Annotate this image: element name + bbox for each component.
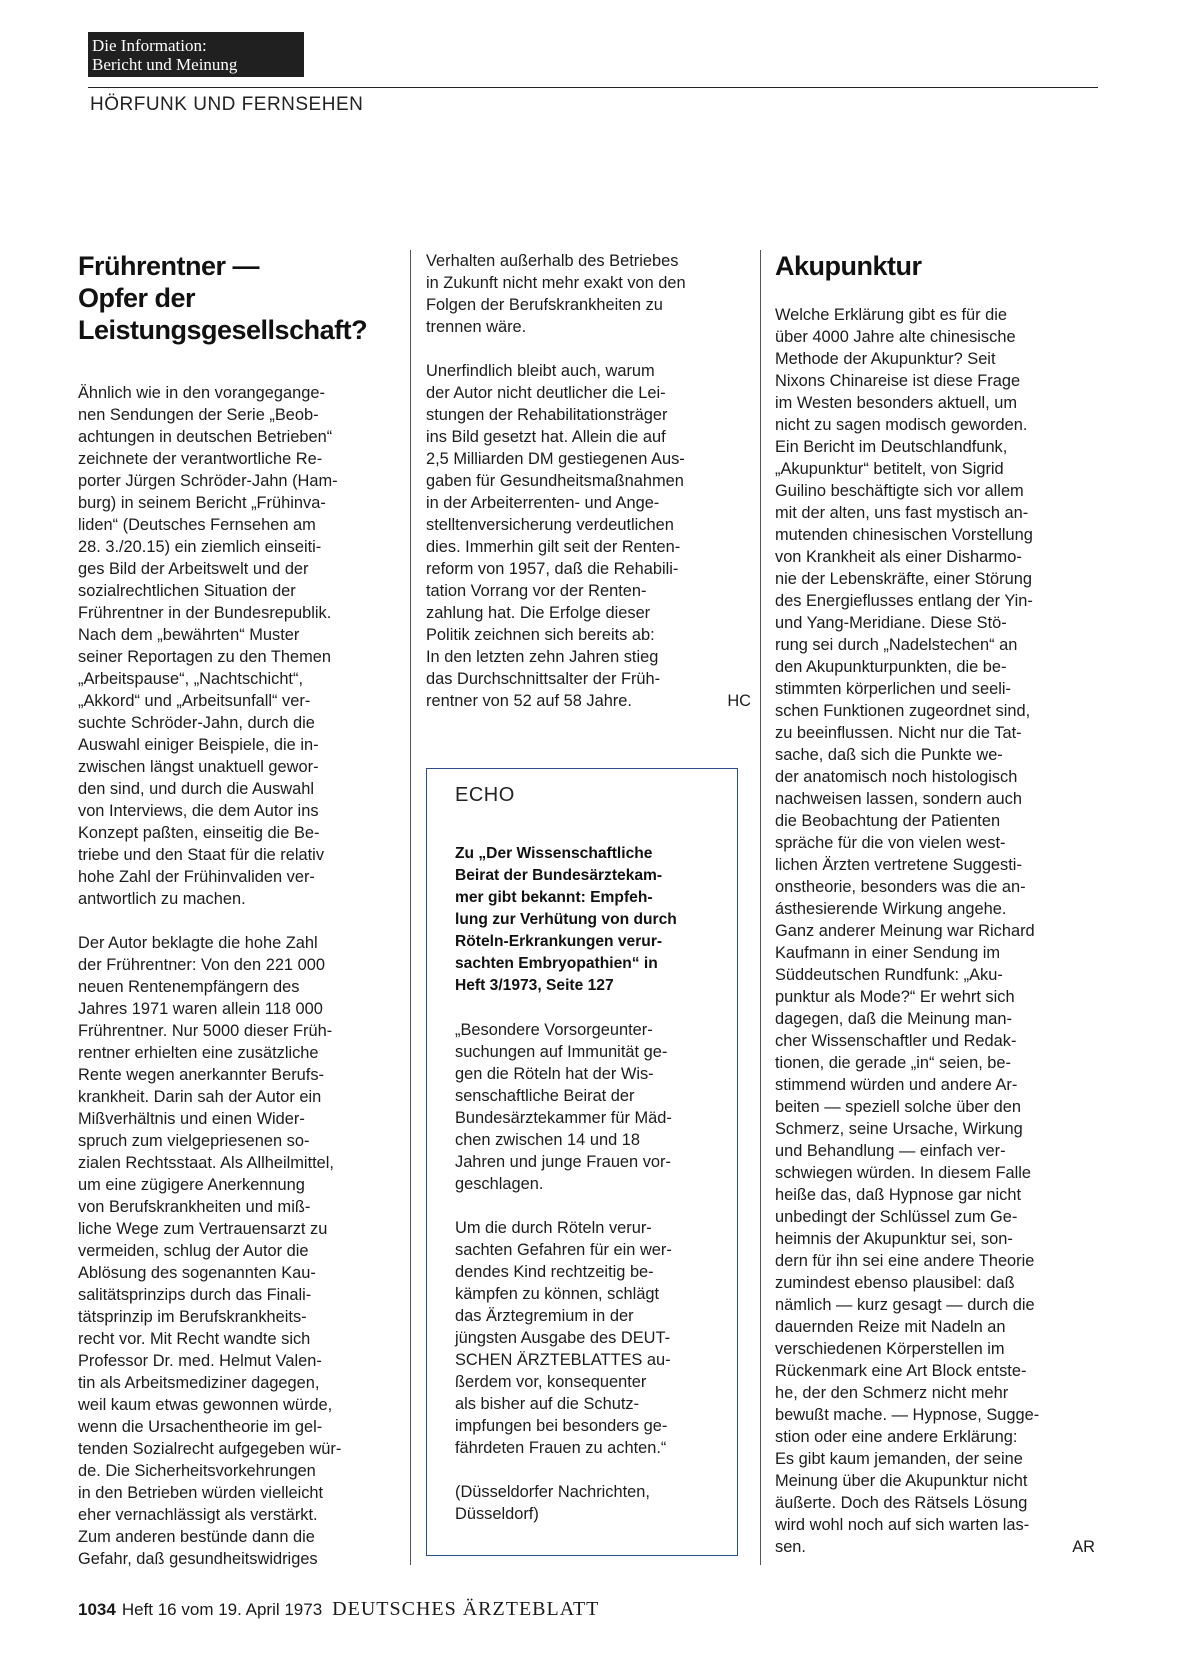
section-title: HÖRFUNK UND FERNSEHEN [90, 94, 364, 115]
article-fruehrentner-column-2 [426, 250, 751, 712]
article-headline: Frührentner — Opfer der Leistungsgesellschaft? [78, 251, 368, 345]
article-last-line: sen. [775, 1538, 806, 1556]
column-divider [760, 250, 761, 1565]
page-number: 1034 [78, 1600, 116, 1619]
author-signature: AR [1072, 1538, 1095, 1556]
echo-source: (Düsseldorfer Nachrichten, Düsseldorf) [455, 1483, 650, 1523]
echo-quote: Um die durch Röteln verur- sachten Gefahren für ein wer- dendes Kind rechtzeitig be- kämpfen zu können, schlägt das Ärztegremium in der jüngsten Ausgabe des DEUT- SCHEN ÄRZTEBLATTES au- ßerdem vor, konsequenter als bisher auf die Schutz- impfungen bei besonders ge- fährdeten Frauen zu achten.“ [455, 1219, 672, 1457]
article-paragraph: Der Autor beklagte die hohe Zahl der Frührentner: Von den 221 000 neuen Rentenempfängern des Jahres 1971 waren allein 118 000 Frührentner. Nur 5000 dieser Früh- rentner erhielten eine zusätzliche Rente wegen anerkannter Berufs- krankheit. Darin sah der Autor ein Mißverhältnis und einen Wider- spruch zum vielgepriesenen so- zialen Rechtsstaat. Als Allheilmittel, um eine zügigere Anerkennung von Berufskrankheiten und miß- liche Wege zum Vertrauensarzt zu vermeiden, schlug der Autor die Ablösung des sogenannten Kau- salitätsprinzips durch das Finali- tätsprinzip im Berufskrankheits- recht vor. Mit Recht wandte sich Professor Dr. med. Helmut Valen- tin als Arbeitsmediziner dagegen, weil kaum etwas gewonnen würde, wenn die Ursachentheorie im gel- tenden Sozialrecht aufgegeben wür- de. Die Sicherheitsvorkehrungen in den Betrieben würden vielleicht eher vernachlässigt als verstärkt. Zum anderen bestünde dann die Gefahr, daß gesundheitswidriges [78, 934, 342, 1568]
page-footer [78, 1598, 599, 1621]
article-closing-line [775, 1536, 1095, 1558]
article-paragraph: Welche Erklärung gibt es für die über 4000 Jahre alte chinesische Methode der Akupunktur? Seit Nixons Chinareise ist diese Frage im Westen besonders aktuell, um nicht zu sagen modisch geworden. Ein Bericht im Deutschlandfunk, „Akupunktur“ betitelt, von Sigrid Guilino beschäftigte sich vor allem mit der alten, uns fast mystisch an- mutenden chinesischen Vorstellung von Krankheit als einer Disharmo- nie der Lebenskräfte, einer Störung des Energieflusses entlang der Yin- und Yang-Meridiane. Diese Stö- rung sei durch „Nadelstechen“ an den Akupunkturpunkten, die be- stimmten körperlichen und seeli- schen Funktionen zugeordnet sind, zu beeinflussen. Nicht nur die Tat- sache, daß sich die Punkte we- der anatomisch noch histologisch nachweisen lassen, sondern auch die Beobachtung der Patienten spräche für die von vielen west- lichen Ärzten vertretene Suggesti- onstheorie, besonders was die an- ásthesierende Wirkung angehe. Ganz anderer Meinung war Richard Kaufmann in einer Sendung im Süddeutschen Rundfunk: „Aku- punktur als Mode?“ Er wehrt sich dagegen, daß die Meinung man- cher Wissenschaftler und Redak- tionen, die gerade „in“ seien, be- stimmend würden und andere Ar- beiten — speziell solche über den Schmerz, seine Ursache, Wirkung und Behandlung — einfach ver- schwiegen würden. In diesem Falle heiße das, daß Hypnose gar nicht unbedingt der Schlüssel zum Ge- heimnis der Akupunktur sei, son- dern für ihn sei eine andere Theorie zumindest ebenso plausibel: daß nämlich — kurz gesagt — durch die dauernden Reize mit Nadeln an verschiedenen Körperstellen im Rückenmark eine Art Block entste- he, der den Schmerz nicht mehr bewußt mache. — Hypnose, Sugge- stion oder eine andere Erklärung: Es gibt kaum jemanden, der seine Meinung über die Akupunktur nicht äußerte. Doch des Rätsels Lösung wird wohl noch auf sich warten las- [775, 306, 1040, 1534]
echo-quote: „Besondere Vorsorgeunter- suchungen auf Immunität ge- gen die Röteln hat der Wis- senschaftliche Beirat der Bundesärztekammer für Mäd- chen zwischen 14 und 18 Jahren und junge Frauen vor- geschlagen. [455, 1021, 672, 1193]
badge-line-2: Bericht und Meinung [92, 55, 238, 74]
article-akupunktur [775, 250, 1095, 1558]
section-badge [88, 32, 304, 77]
article-closing-line [426, 690, 751, 712]
echo-lead: Zu „Der Wissenschaftliche Beirat der Bundesärztekam- mer gibt bekannt: Empfeh- lung zur Verhütung von durch Röteln-Erkrankungen verur- sachten Embryopathien“ in Heft 3/1973, Seite 127 [455, 845, 677, 994]
article-paragraph: Verhalten außerhalb des Betriebes in Zukunft nicht mehr exakt von den Folgen der Berufskrankheiten zu trennen wäre. [426, 252, 686, 336]
echo-box [426, 768, 738, 1556]
author-signature: HC [727, 692, 751, 710]
article-paragraph [426, 360, 751, 690]
issue-info: Heft 16 vom 19. April 1973 [121, 1600, 323, 1619]
magazine-name: DEUTSCHES ÄRZTEBLATT [332, 1598, 600, 1620]
echo-title: ECHO [455, 784, 515, 806]
article-headline: Akupunktur [775, 251, 922, 281]
article-last-line: rentner von 52 auf 58 Jahre. [426, 692, 632, 710]
column-divider [410, 250, 411, 1565]
article-fruehrentner-column-1 [78, 250, 396, 1570]
header-rule [88, 87, 1098, 88]
article-paragraph: Ähnlich wie in den vorangegange- nen Sendungen der Serie „Beob- achtungen in deutschen Betrieben“ zeichnete der verantwortliche Re- porter Jürgen Schröder-Jahn (Ham- burg) in seinem Bericht „Frühinva- liden“ (Deutsches Fernsehen am 28. 3./20.15) ein ziemlich einseiti- ges Bild der Arbeitswelt und der sozialrechtlichen Situation der Frührentner in der Bundesrepublik. Nach dem „bewährten“ Muster seiner Reportagen zu den Themen „Arbeitspause“, „Nachtschicht“, „Akkord“ und „Arbeitsunfall“ ver- suchte Schröder-Jahn, durch die Auswahl einiger Beispiele, die in- zwischen längst unaktuell gewor- den sind, und durch die Auswahl von Interviews, die dem Autor ins Konzept paßten, einseitig die Be- triebe und den Staat für die relativ hohe Zahl der Frühinvaliden ver- antwortlich zu machen. [78, 384, 338, 908]
badge-line-1: Die Information: [92, 36, 207, 55]
article-paragraph-body: Unerfindlich bleibt auch, warum der Autor nicht deutlicher die Lei- stungen der Rehabilitationsträger ins Bild gesetzt hat. Allein die auf 2,5 Milliarden DM gestiegenen Aus- gaben für Gesundheitsmaßnahmen in der Arbeiterrenten- und Ange- stelltenversicherung verdeutlichen dies. Immerhin gilt seit der Renten- reform von 1957, daß die Rehabili- tation Vorrang vor der Renten- zahlung hat. Die Erfolge dieser Politik zeichnen sich bereits ab: In den letzten zehn Jahren stieg das Durchschnittsalter der Früh- [426, 362, 685, 688]
